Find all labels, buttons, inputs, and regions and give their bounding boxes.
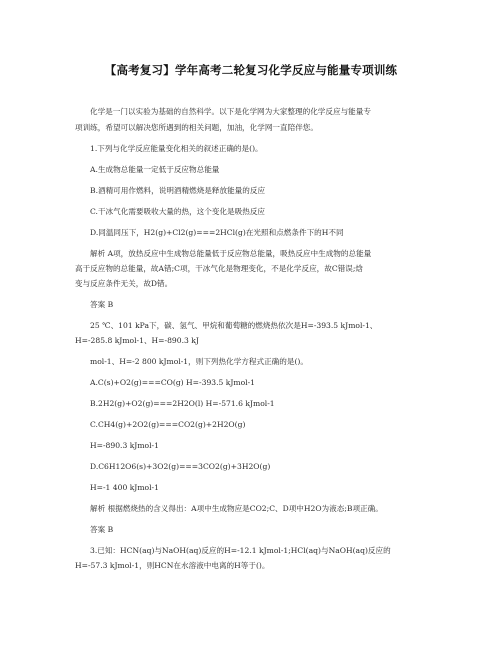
question-2-line-3: mol-1、H=-2 800 kJmol-1，则下列热化学方程式正确的是()。 (90, 357, 308, 366)
intro-line-2: 项训练，希望可以解决您所遇到的相关问题，加油，化学网一直陪伴您。 (75, 123, 318, 132)
q1-analysis-line-3: 变与反应条件无关，故D错。 (75, 279, 173, 288)
q1-option-d: D.同温同压下，H2(g)+Cl2(g)===2HCl(g)在光照和点燃条件下的H不同 (90, 228, 344, 237)
q1-analysis-line-2: 高于反应物的总能量，故A错;C项，干冰气化是物理变化，不是化学反应，故C错误;焓 (75, 264, 363, 273)
page-title: 【高考复习】学年高考二轮复习化学反应与能量专项训练 (104, 63, 398, 77)
intro-line-1: 化学是一门以实验为基础的自然科学。以下是化学网为大家整理的化学反应与能量专 (90, 107, 371, 116)
q1-option-c: C.干冰气化需要吸收大量的热，这个变化是吸热反应 (90, 207, 266, 216)
question-3-line-2: H=-57.3 kJmol-1，则HCN在水溶液中电离的H等于()。 (75, 561, 270, 570)
q2-option-d: D.C6H12O6(s)+3O2(g)===3CO2(g)+3H2O(g) (90, 462, 271, 471)
question-2-line-2: H=-285.8 kJmol-1、H=-890.3 kJ (75, 336, 199, 345)
q2-option-d-value: H=-1 400 kJmol-1 (90, 483, 159, 492)
q2-analysis: 解析 根据燃烧热的含义得出：A项中生成物应是CO2;C、D项中H2O为液态;B项正确。 (90, 504, 383, 513)
question-3-line-1: 3.已知：HCN(aq)与NaOH(aq)反应的H=-12.1 kJmol-1;HCl(aq)与NaOH(aq)反应的 (90, 546, 391, 555)
q2-option-a: A.C(s)+O2(g)===CO(g) H=-393.5 kJmol-1 (90, 378, 256, 387)
q2-option-c: C.CH4(g)+2O2(g)===CO2(g)+2H2O(g) (90, 420, 246, 429)
q2-answer: 答案 B (90, 525, 114, 534)
q1-option-a: A.生成物总能量一定低于反应物总能量 (90, 165, 220, 174)
q1-option-b: B.酒精可用作燃料，说明酒精燃烧是释放能量的反应 (90, 186, 266, 195)
q2-option-b: B.2H2(g)+O2(g)===2H2O(l) H=-571.6 kJmol-1 (90, 399, 275, 408)
question-1: 1.下列与化学反应能量变化相关的叙述正确的是()。 (90, 144, 263, 153)
q2-option-c-value: H=-890.3 kJmol-1 (90, 441, 159, 450)
question-2-line-1: 25 ℃、101 kPa下，碳、氢气、甲烷和葡萄糖的燃烧热依次是H=-393.5 kJmol-1、 (90, 321, 378, 330)
q1-analysis-line-1: 解析 A项，放热反应中生成物总能量低于反应物总能量，吸热反应中生成物的总能量 (90, 249, 372, 258)
q1-answer: 答案 B (90, 300, 114, 309)
